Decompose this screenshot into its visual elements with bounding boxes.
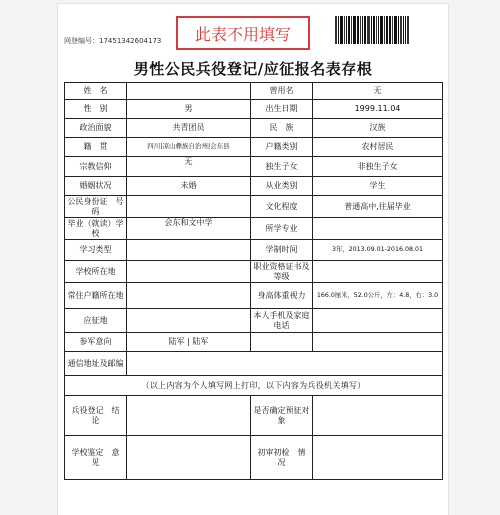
field-value: 学生 bbox=[313, 177, 443, 196]
table-row bbox=[65, 157, 443, 177]
field-value bbox=[127, 396, 251, 436]
field-value: 166.0厘米，52.0公斤，左：4.8，右：3.0 bbox=[313, 283, 443, 309]
table-row bbox=[65, 138, 443, 157]
barcode-bar bbox=[400, 16, 402, 44]
field-label: 身高体重视力 bbox=[251, 283, 313, 309]
field-label: 常住户籍所在地 bbox=[65, 283, 127, 309]
barcode-bar bbox=[386, 16, 388, 44]
field-label: 职业资格证书及等级 bbox=[251, 261, 313, 283]
field-value: 1999.11.04 bbox=[313, 100, 443, 119]
field-label: 性 别 bbox=[65, 100, 127, 119]
form-title: 男性公民兵役登记/应征报名表存根 bbox=[133, 60, 373, 78]
barcode-bar bbox=[335, 16, 337, 44]
field-label: 独生子女 bbox=[251, 157, 313, 177]
field-value bbox=[313, 218, 443, 240]
table-row bbox=[65, 240, 443, 261]
field-value: 共青团员 bbox=[127, 119, 251, 138]
field-value: 陆军 | 陆军 bbox=[127, 333, 251, 352]
barcode-bar bbox=[364, 16, 366, 44]
field-label: 兵役登记 结 论 bbox=[65, 396, 127, 436]
registration-form-table bbox=[64, 82, 443, 480]
table-row bbox=[65, 218, 443, 240]
barcode-bar bbox=[338, 16, 339, 44]
field-label: 公民身份证 号 码 bbox=[65, 196, 127, 218]
barcode-bar bbox=[394, 16, 397, 44]
barcode-bar bbox=[378, 16, 379, 44]
field-value: 无 bbox=[127, 157, 251, 177]
table-row bbox=[65, 261, 443, 283]
barcode-bar bbox=[405, 16, 406, 44]
field-value: 男 bbox=[127, 100, 251, 119]
field-label: 宗教信仰 bbox=[65, 157, 127, 177]
field-label: 户籍类别 bbox=[251, 138, 313, 157]
qr-barcode-icon bbox=[335, 16, 419, 44]
barcode-bar bbox=[407, 16, 409, 44]
table-row bbox=[65, 376, 443, 396]
field-label: 学校鉴定 意 见 bbox=[65, 436, 127, 480]
field-value: 非独生子女 bbox=[313, 157, 443, 177]
do-not-fill-stamp: 此表不用填写 bbox=[176, 16, 310, 50]
barcode-bar bbox=[384, 16, 385, 44]
field-label: 初审初检 情 况 bbox=[251, 436, 313, 480]
address-label: 通信地址及邮编 bbox=[65, 352, 127, 376]
table-row bbox=[65, 283, 443, 309]
table-row bbox=[65, 352, 443, 376]
field-value bbox=[127, 283, 251, 309]
field-value bbox=[127, 309, 251, 333]
field-value bbox=[313, 436, 443, 480]
field-value: 普通高中,往届毕业 bbox=[313, 196, 443, 218]
field-label: 政治面貌 bbox=[65, 119, 127, 138]
field-label: 本人手机及家庭电话 bbox=[251, 309, 313, 333]
barcode-bar bbox=[340, 16, 343, 44]
barcode-bar bbox=[376, 16, 377, 44]
section-note: （以上内容为个人填写网上打印，以下内容为兵役机关填写） bbox=[65, 376, 443, 396]
field-value: 未婚 bbox=[127, 177, 251, 196]
field-label: 学习类型 bbox=[65, 240, 127, 261]
table-row bbox=[65, 100, 443, 119]
field-label: 曾用名 bbox=[251, 83, 313, 100]
table-row bbox=[65, 119, 443, 138]
field-value bbox=[313, 396, 443, 436]
field-label: 民 族 bbox=[251, 119, 313, 138]
barcode-bar bbox=[367, 16, 370, 44]
field-value: 汉族 bbox=[313, 119, 443, 138]
field-value: 农村居民 bbox=[313, 138, 443, 157]
barcode-bar bbox=[360, 16, 361, 44]
field-value bbox=[313, 333, 443, 352]
table-row bbox=[65, 196, 443, 218]
field-label: 从业类别 bbox=[251, 177, 313, 196]
field-value: 3年，2013.09.01-2016.08.01 bbox=[313, 240, 443, 261]
table-row bbox=[65, 333, 443, 352]
barcode-bar bbox=[348, 16, 350, 44]
field-value: 四川|凉山彝族自治州|会东县 bbox=[127, 138, 251, 157]
barcode-bar bbox=[403, 16, 404, 44]
barcode-bar bbox=[351, 16, 352, 44]
field-value: 无 bbox=[313, 83, 443, 100]
form-page bbox=[58, 4, 448, 515]
field-value bbox=[127, 261, 251, 283]
barcode-bar bbox=[353, 16, 356, 44]
field-value bbox=[127, 240, 251, 261]
field-label: 应征地 bbox=[65, 309, 127, 333]
barcode-bar bbox=[389, 16, 391, 44]
field-value bbox=[313, 261, 443, 283]
barcode-bar bbox=[392, 16, 393, 44]
table-row bbox=[65, 436, 443, 480]
field-value bbox=[127, 436, 251, 480]
field-label: 所学专业 bbox=[251, 218, 313, 240]
field-label: 是否确定预征对象 bbox=[251, 396, 313, 436]
field-value bbox=[127, 196, 251, 218]
barcode-bar bbox=[380, 16, 383, 44]
barcode-bar bbox=[362, 16, 363, 44]
field-label: 参军意向 bbox=[65, 333, 127, 352]
barcode-bar bbox=[371, 16, 372, 44]
field-label: 学制时间 bbox=[251, 240, 313, 261]
table-row bbox=[65, 396, 443, 436]
field-label: 毕业（就读）学校 bbox=[65, 218, 127, 240]
address-value bbox=[127, 352, 443, 376]
field-label: 姓 名 bbox=[65, 83, 127, 100]
field-value bbox=[313, 309, 443, 333]
field-label: 籍 贯 bbox=[65, 138, 127, 157]
field-label: 学校所在地 bbox=[65, 261, 127, 283]
barcode-bar bbox=[346, 16, 347, 44]
field-label: 文化程度 bbox=[251, 196, 313, 218]
barcode-bar bbox=[373, 16, 375, 44]
field-label: 婚姻状况 bbox=[65, 177, 127, 196]
field-label bbox=[251, 333, 313, 352]
table-row bbox=[65, 83, 443, 100]
table-row bbox=[65, 309, 443, 333]
registration-number: 网登编号：17451342604173 bbox=[64, 37, 162, 45]
barcode-bar bbox=[357, 16, 359, 44]
table-row bbox=[65, 177, 443, 196]
field-value: 会东和文中学 bbox=[127, 218, 251, 240]
field-label: 出生日期 bbox=[251, 100, 313, 119]
field-value bbox=[127, 83, 251, 100]
barcode-bar bbox=[398, 16, 399, 44]
barcode-bar bbox=[344, 16, 345, 44]
